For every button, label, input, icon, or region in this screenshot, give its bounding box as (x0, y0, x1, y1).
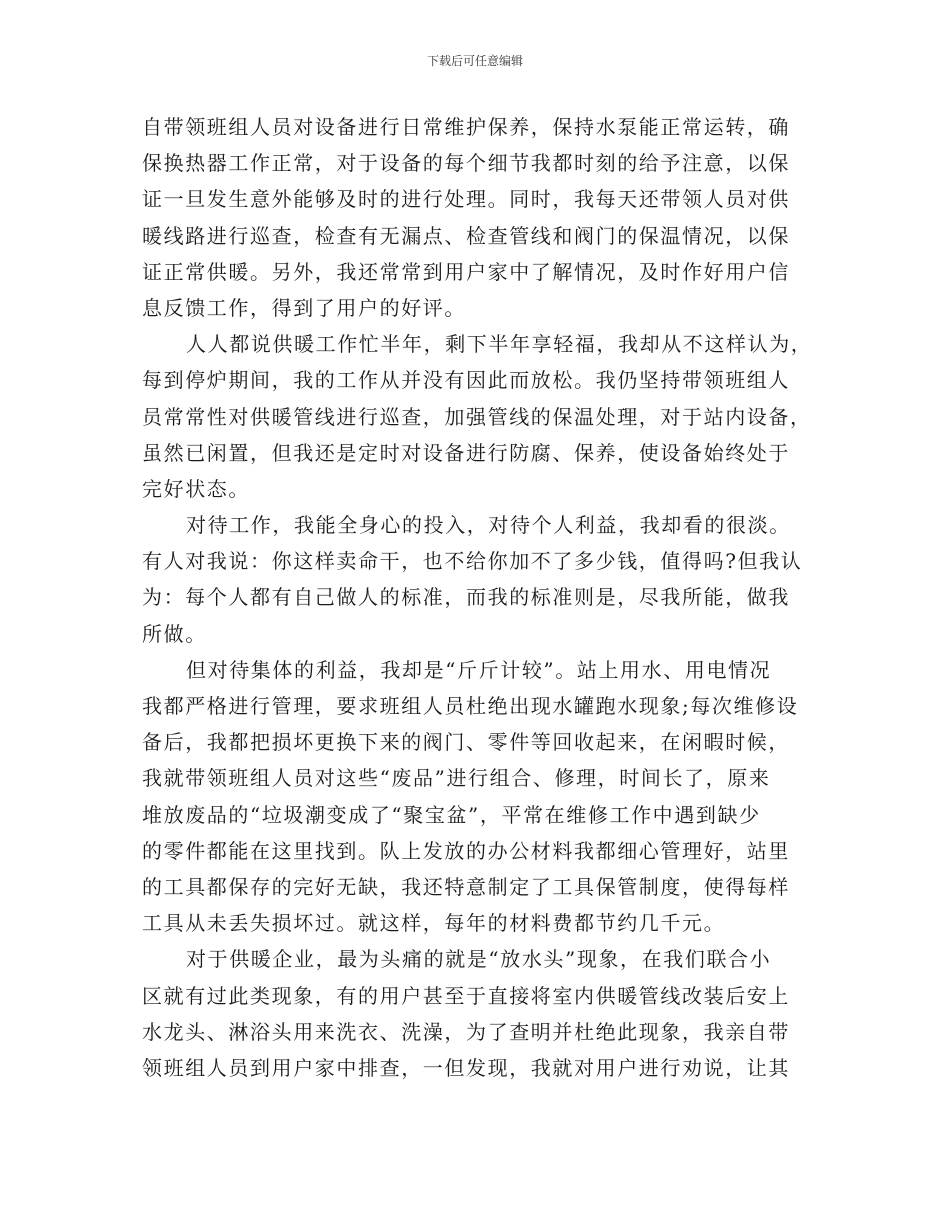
text-line: 对于供暖企业，最为头痛的就是“放水头”现象，在我们联合小 (186, 947, 772, 972)
text-line: 但对待集体的利益，我却是“斤斤计较”。站上用水、用电情况 (186, 657, 772, 682)
text-line: 保换热器工作正常，对于设备的每个细节我都时刻的给予注意，以保 (142, 151, 790, 176)
text-line: 我都严格进行管理，要求班组人员杜绝出现水罐跑水现象;每次维修设 (142, 694, 799, 718)
text-line: 的零件都能在这里找到。队上发放的办公材料我都细心管理好，站里 (142, 838, 790, 863)
text-line: 有人对我说：你这样卖命干，也不给你加不了多少钱，值得吗?但我认 (142, 549, 803, 574)
text-line: 备后，我都把损坏更换下来的阀门、零件等回收起来，在闲暇时候， (142, 730, 790, 755)
text-line: 对待工作，我能全身心的投入，对待个人利益，我却看的很淡。 (186, 513, 791, 538)
text-line: 人人都说供暖工作忙半年，剩下半年享轻福，我却从不这样认为， (186, 332, 813, 357)
text-line: 暖线路进行巡查，检查有无漏点、检查管线和阀门的保温情况，以保 (142, 223, 790, 248)
page-header: 下载后可任意编辑 (426, 54, 523, 68)
text-line: 证一旦发生意外能够及时的进行处理。同时，我每天还带领人员对供 (142, 187, 790, 212)
text-line: 为：每个人都有自己做人的标准，而我的标准则是，尽我所能，做我 (142, 585, 790, 610)
text-line: 员常常性对供暖管线进行巡查，加强管线的保温处理，对于站内设备， (142, 404, 812, 429)
text-line: 所做。 (142, 621, 207, 646)
text-line: 我就带领班组人员对这些“废品”进行组合、修理，时间长了，原来 (142, 766, 771, 791)
document-body (142, 109, 822, 1086)
text-line: 每到停炉期间，我的工作从并没有因此而放松。我仍坚持带领班组人 (142, 368, 790, 393)
text-line: 区就有过此类现象，有的用户甚至于直接将室内供暖管线改装后安上 (142, 983, 790, 1008)
text-line: 领班组人员到用户家中排查，一但发现，我就对用户进行劝说，让其 (142, 1055, 790, 1080)
text-line: 息反馈工作，得到了用户的好评。 (142, 295, 466, 320)
text-line: 自带领班组人员对设备进行日常维护保养，保持水泵能正常运转，确 (142, 115, 790, 139)
text-line: 工具从未丢失损坏过。就这样，每年的材料费都节约几千元。 (142, 911, 726, 936)
text-line: 水龙头、淋浴头用来洗衣、洗澡，为了查明并杜绝此现象，我亲自带 (142, 1019, 790, 1044)
text-line: 完好状态。 (142, 476, 250, 501)
text-line: 证正常供暖。另外，我还常常到用户家中了解情况，及时作好用户信 (142, 259, 790, 284)
text-line: 虽然已闲置，但我还是定时对设备进行防腐、保养，使设备始终处于 (142, 440, 790, 465)
text-line: 堆放废品的“垃圾潮变成了“聚宝盆”，平常在维修工作中遇到缺少 (142, 802, 761, 827)
text-line: 的工具都保存的完好无缺，我还特意制定了工具保管制度，使得每样 (142, 874, 790, 899)
